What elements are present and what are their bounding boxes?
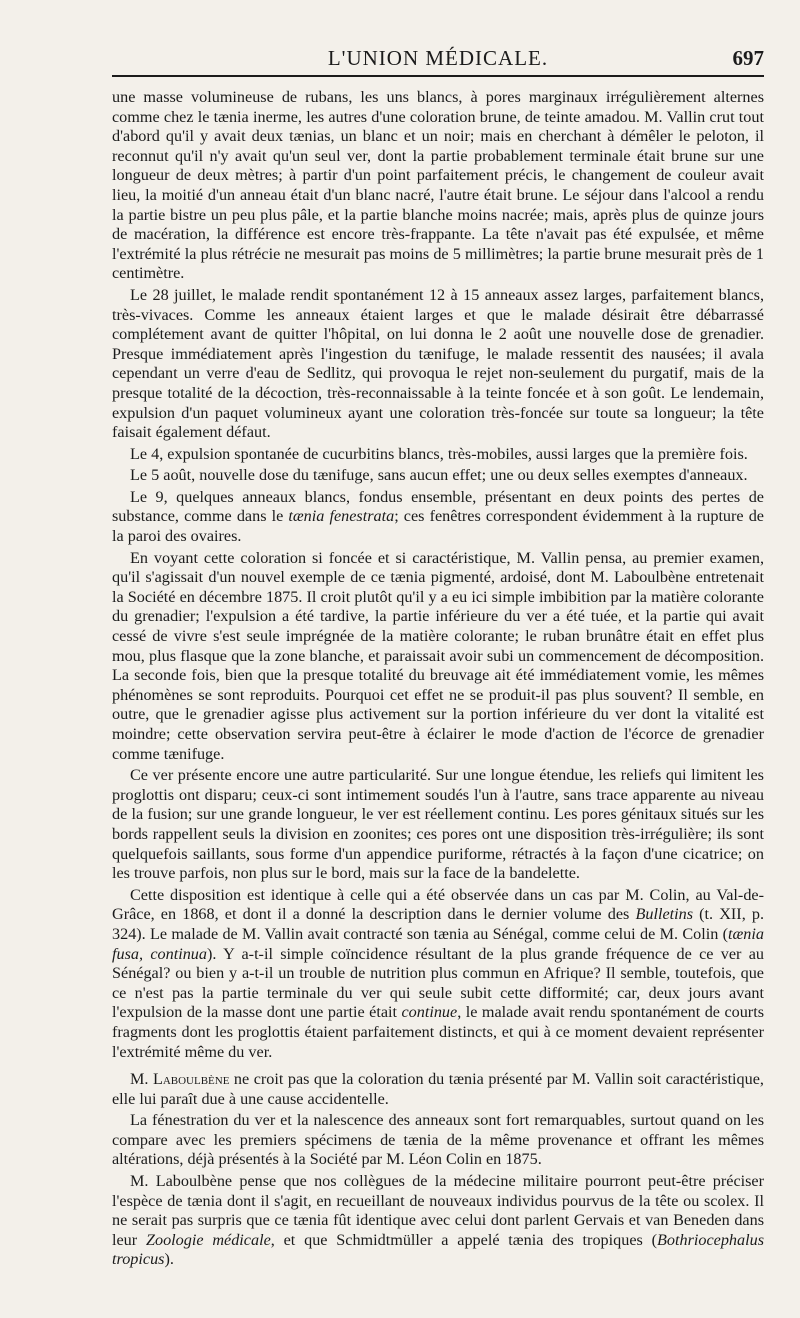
- text-run: Cette disposition est identique à celle qui a été observée dans un cas par M. Colin, au Val-de-Grâce, en 1868, et dont il a donné la description dans le dernier volume des: [112, 885, 764, 924]
- header-rule: [112, 75, 764, 77]
- paragraph-p1: [112, 88, 764, 284]
- text-run: ; ces fenêtres correspondent évidemment à la rupture de la paroi des ovaires.: [112, 507, 764, 546]
- text-run: ). Y a-t-il simple coïncidence résultant de la plus grande fréquence de ce ver au Sénégal? ou bien y a-t-il un trouble de nutrition plus commun en Afrique? Il semble, toutefois, que ce n'est pas la partie terminale du ver qui seule subit cette difformité; car, deux jours avant l'expulsion de la masse dont une partie était: [112, 944, 765, 1022]
- paragraph-p8: [112, 886, 764, 1062]
- text-run: En voyant cette coloration si foncée et si caractéristique, M. Vallin pensa, au premier examen, qu'il s'agissait d'un nouvel exemple de ce tænia pigmenté, ardoisé, dont M. Laboulbène entretenait la Société en décembre 1875. Il croit plutôt qu'il y a eu ici simple imbibition par la matière colorante du grenadier; l'expulsion a été tardive, la partie inférieure du ver a été tuée, et la partie qui avait cessé de vivre s'est seule imprégnée de la matière colorante; le ruban brunâtre était en effet plus mou, plus flasque que la zone blanche, et paraissait avoir subi un commencement de décomposition. La seconde fois, bien que la presque totalité du breuvage ait été immédiatement vomie, les mêmes phénomènes se sont reproduits. Pourquoi cet effet ne se produit-il pas plus souvent? Il semble, en outre, que le grenadier agisse plus activement sur la portion inférieure du ver dont la vitalité est moindre; cette observation servira peut-être à éclairer le mode d'action de l'écorce de grenadier comme tænifuge.: [112, 548, 764, 763]
- text-run: Bothriocephalus tropicus: [112, 1230, 765, 1269]
- text-run: tænia fenestrata: [288, 507, 395, 526]
- paragraph-p11: [112, 1172, 764, 1270]
- running-title: L'UNION MÉDICALE.: [327, 46, 549, 70]
- text-run: Le 28 juillet, le malade rendit spontanément 12 à 15 anneaux assez larges, parfaitement blancs, très-vivaces. Comme les anneaux étaient larges et que le malade désirait être débarrassé complétement avant de quitter l'hôpital, on lui donna le 2 août une nouvelle dose de grenadier. Presque immédiatement après l'ingestion du tænifuge, le malade ressentit des nausées; il avala cependant un verre d'eau de Sedlitz, qui provoqua le rejet non-seulement du purgatif, mais de la presque totalité de la décoction, très-reconnaissable à la teinte foncée et à son goût. Le lendemain, expulsion d'un paquet volumineux ayant une coloration très-foncée sur toute sa longueur; la tête faisait également défaut.: [112, 285, 764, 442]
- text-run: Ce ver présente encore une autre particularité. Sur une longue étendue, les reliefs qui limitent les proglottis ont disparu; ceux-ci sont intimement soudés l'un à l'autre, sans trace apparente au niveau de la fusion; sur une grande longueur, le ver est réellement continu. Les pores génitaux situés sur les bords rappellent seuls la division en zoonites; ces pores ont une disposition très-irrégulière; ils sont quelquefois saillants, sous forme d'un appendice puriforme, rétractés à la façon d'une cicatrice; on les trouve parfois, non plus sur le bord, mais sur la face de la bandelette.: [112, 766, 764, 883]
- text-run: une masse volumineuse de rubans, les uns blancs, à pores marginaux irrégulièrement alternes comme chez le tænia inerme, les autres d'une coloration brune, de teinte amadou. M. Vallin crut tout d'abord qu'il y avait deux tænias, un blanc et un noir; mais en cherchant à démêler le peloton, il reconnut qu'il n'y avait qu'un seul ver, dont la partie probablement terminale était brune sur une longueur de deux mètres; à partir d'un point parfaitement précis, le changement de couleur avait lieu, la moitié d'un anneau était d'un blanc nacré, l'autre était brune. Le séjour dans l'alcool a rendu la partie bistre un peu plus pâle, et la partie blanche moins nacrée; mais, après plus de quinze jours de macération, la différence est encore très-frappante. La tête n'avait pas été expulsée, et même l'extrémité la plus rétrécie ne mesurait pas moins de 5 millimètres; la partie brune mesurait près de 1 centimètre.: [112, 88, 764, 283]
- text-run: Laboulbène: [152, 1070, 230, 1089]
- text-run: Le 4, expulsion spontanée de cucurbitins blancs, très-mobiles, aussi larges que la première fois.: [130, 444, 748, 463]
- article-body: [112, 88, 764, 1272]
- paragraph-p10: [112, 1111, 764, 1170]
- text-run: Zoologie médicale: [145, 1230, 271, 1249]
- paragraph-p4: [112, 466, 764, 486]
- paragraph-p2: [112, 286, 764, 443]
- text-run: ne croit pas que la coloration du tænia présenté par M. Vallin soit caractéristique, elle lui paraît due à une cause accidentelle.: [112, 1070, 764, 1108]
- text-run: (t. XII, p. 324). Le malade de M. Vallin avait contracté son tænia au Sénégal, comme celui de M. Colin (: [112, 905, 765, 943]
- page-number: 697: [732, 46, 764, 70]
- text-run: Le 9, quelques anneaux blancs, fondus ensemble, présentant en deux points des pertes de substance, comme dans le: [112, 487, 764, 526]
- text-run: M. Laboulbène pense que nos collègues de la médecine militaire pourront peut-être préciser l'espèce de tænia dont il s'agit, en recueillant de nouveaux individus pourvus de la tête ou scolex. Il ne serait pas surpris que ce tænia fût identique avec celui dont parlent Gervais et van Beneden dans leur: [112, 1172, 764, 1249]
- paragraph-p5: [112, 488, 764, 547]
- text-run: ).: [164, 1250, 174, 1269]
- paragraph-p6: [112, 549, 764, 765]
- paragraph-p9: [112, 1070, 764, 1109]
- text-run: , le malade avait rendu spontanément de courts fragments dont les proglottis étaient parfaitement distincts, et qui à ce moment devaient représenter l'extrémité même du ver.: [112, 1003, 764, 1061]
- paragraph-p3: [112, 445, 764, 465]
- text-run: Bulletins: [635, 905, 694, 924]
- text-run: continue: [401, 1003, 458, 1022]
- text-run: , et que Schmidtmüller a appelé tænia des tropiques (: [270, 1230, 657, 1249]
- text-run: tænia fusa, continua: [112, 924, 764, 963]
- text-run: Le 5 août, nouvelle dose du tænifuge, sans aucun effet; une ou deux selles exemptes d'anneaux.: [130, 466, 748, 485]
- page-header: [112, 42, 764, 72]
- text-run: La fénestration du ver et la nalescence des anneaux sont fort remarquables, surtout quand on les compare avec les premiers spécimens de tænia de la même provenance et offrant les mêmes altérations, déjà présentés à la Société par M. Léon Colin en 1875.: [112, 1111, 764, 1169]
- paragraph-p7: [112, 766, 764, 884]
- text-run: M.: [130, 1070, 153, 1089]
